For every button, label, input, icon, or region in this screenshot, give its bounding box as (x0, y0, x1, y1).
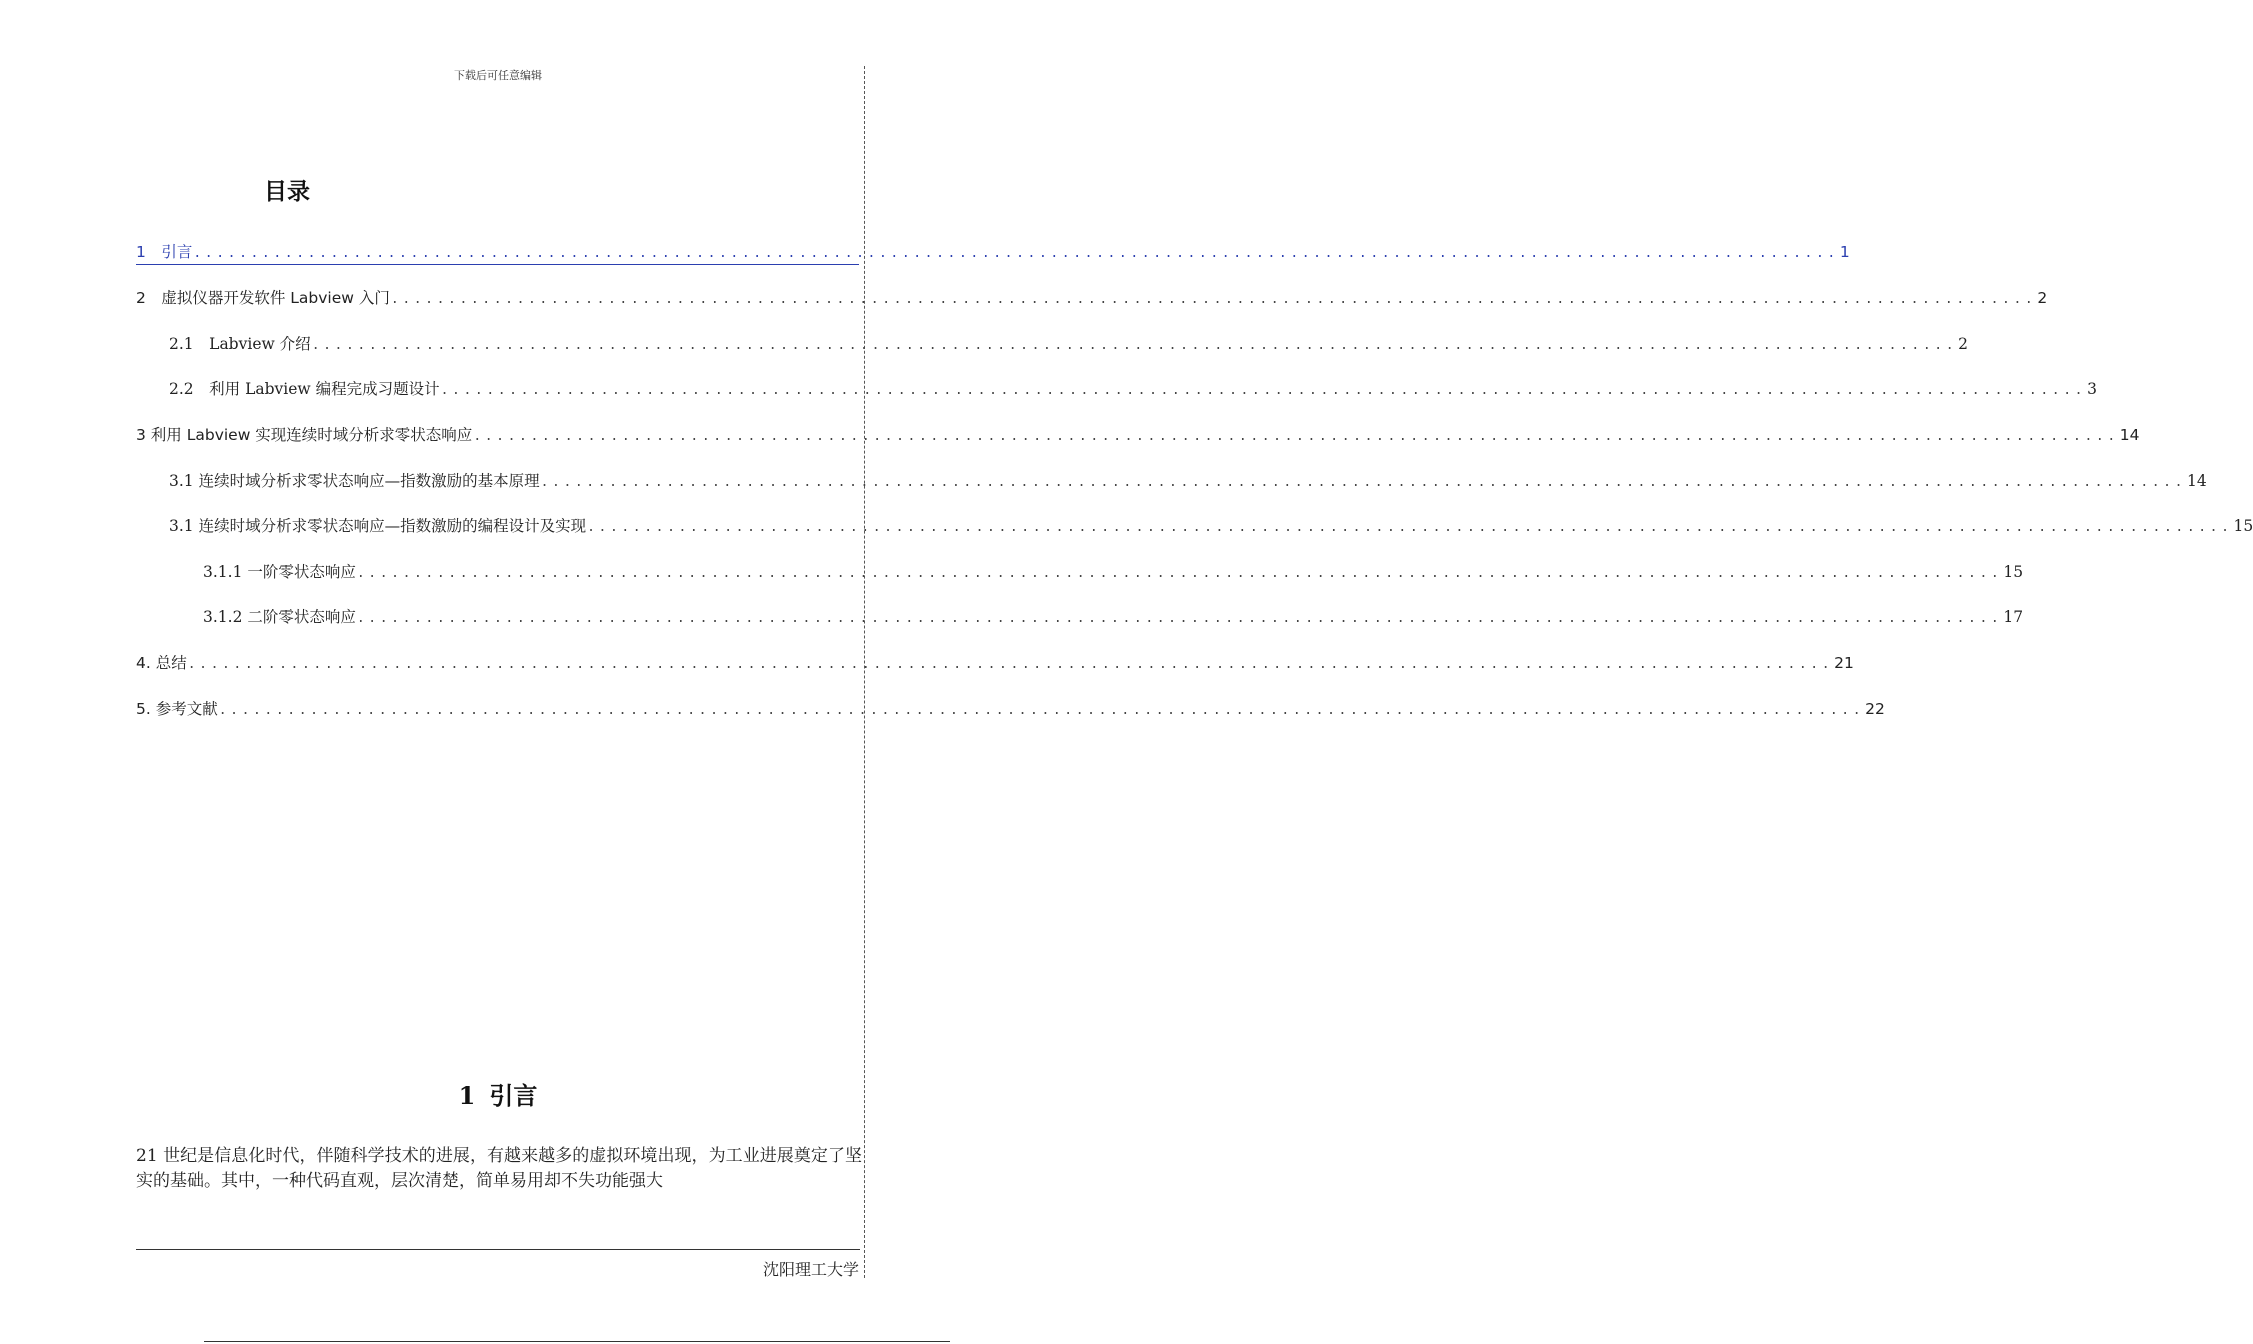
toc-entry-page: 2 (1958, 335, 1969, 353)
toc-entry-page: 21 (1834, 654, 1854, 672)
toc-entry-label: 3.1.2 二阶零状态响应 (203, 608, 356, 626)
toc-leader-dots: ................................................................................................................................................ (311, 338, 1958, 353)
toc-entry-label: 5. 参考文献 (136, 700, 218, 718)
toc-title: 目录 (264, 179, 310, 205)
toc-leader-dots: ................................................................................................................................................ (218, 703, 1865, 718)
toc-entry-3-1-principle[interactable] (169, 471, 2207, 493)
toc-entry-references[interactable] (136, 699, 1885, 721)
toc-entry-page: 15 (2003, 563, 2024, 581)
footer-university-name: 沈阳理工大学 (762, 1260, 859, 1279)
toc-leader-dots: ................................................................................................................................................ (440, 383, 2087, 398)
section-title: 引言 (489, 1081, 538, 1110)
toc-entry-label: 3 利用 Labview 实现连续时域分析求零状态响应 (136, 426, 473, 444)
toc-entry-3-1-2[interactable] (203, 607, 2024, 629)
section-number: 1 (458, 1081, 476, 1110)
toc-entry-page: 22 (1865, 700, 1885, 718)
toc-entry-page: 14 (2187, 472, 2207, 490)
toc-leader-dots: ................................................................................................................................................ (356, 566, 2003, 581)
toc-leader-dots: ................................................................................................................................................ (187, 657, 1834, 672)
toc-entry-2-2[interactable] (169, 379, 2097, 401)
toc-entry-label: 2.1 Labview 介绍 (169, 335, 311, 353)
toc-entry-summary[interactable] (136, 653, 1854, 675)
toc-entry-3[interactable] (136, 425, 2140, 447)
toc-entry-2-1[interactable] (169, 334, 1969, 356)
toc-entry-page: 14 (2119, 426, 2140, 444)
footer-divider (136, 1249, 860, 1250)
toc-leader-dots: ................................................................................................................................................ (193, 246, 1839, 261)
toc-entry-3-1-1[interactable] (203, 562, 2024, 584)
toc-leader-dots: ................................................................................................................................................ (587, 520, 2233, 535)
toc-entry-label: 3.1 连续时域分析求零状态响应—指数激励的基本原理 (169, 472, 540, 490)
toc-entry-page: 15 (2233, 517, 2253, 535)
toc-entry-label: 3.1.1 一阶零状态响应 (203, 563, 356, 581)
section-heading (0, 1076, 996, 1111)
toc-entry-label: 1 引言 (136, 243, 193, 261)
toc-entry-introduction[interactable] (136, 242, 1850, 265)
toc-entry-page: 1 (1839, 243, 1850, 261)
toc-entry-page: 17 (2003, 608, 2024, 626)
toc-entry-page: 3 (2087, 380, 2097, 398)
toc-leader-dots: ................................................................................................................................................ (473, 429, 2119, 444)
toc-entry-label: 2 虚拟仪器开发软件 Labview 入门 (136, 289, 390, 307)
toc-entry-labview-intro[interactable] (136, 288, 2048, 310)
toc-leader-dots: ................................................................................................................................................ (356, 611, 2003, 626)
toc-leader-dots: ................................................................................................................................................ (540, 475, 2187, 490)
header-note: 下载后可任意编辑 (454, 69, 542, 82)
toc-entry-3-1-design[interactable] (169, 516, 2253, 538)
toc-entry-label: 2.2 利用 Labview 编程完成习题设计 (169, 380, 440, 398)
toc-entry-label: 3.1 连续时域分析求零状态响应—指数激励的编程设计及实现 (169, 517, 587, 535)
toc-entry-page: 2 (2037, 289, 2048, 307)
toc-leader-dots: ................................................................................................................................................ (390, 292, 2037, 307)
toc-entry-label: 4. 总结 (136, 654, 187, 672)
body-paragraph: 21 世纪是信息化时代，伴随科学技术的进展，有越来越多的虚拟环境出现，为工业进展奠定了坚实的基础。其中，一种代码直观，层次清楚，简单易用却不失功能强大 (136, 1146, 862, 1191)
next-page-top-rule (204, 1341, 950, 1342)
